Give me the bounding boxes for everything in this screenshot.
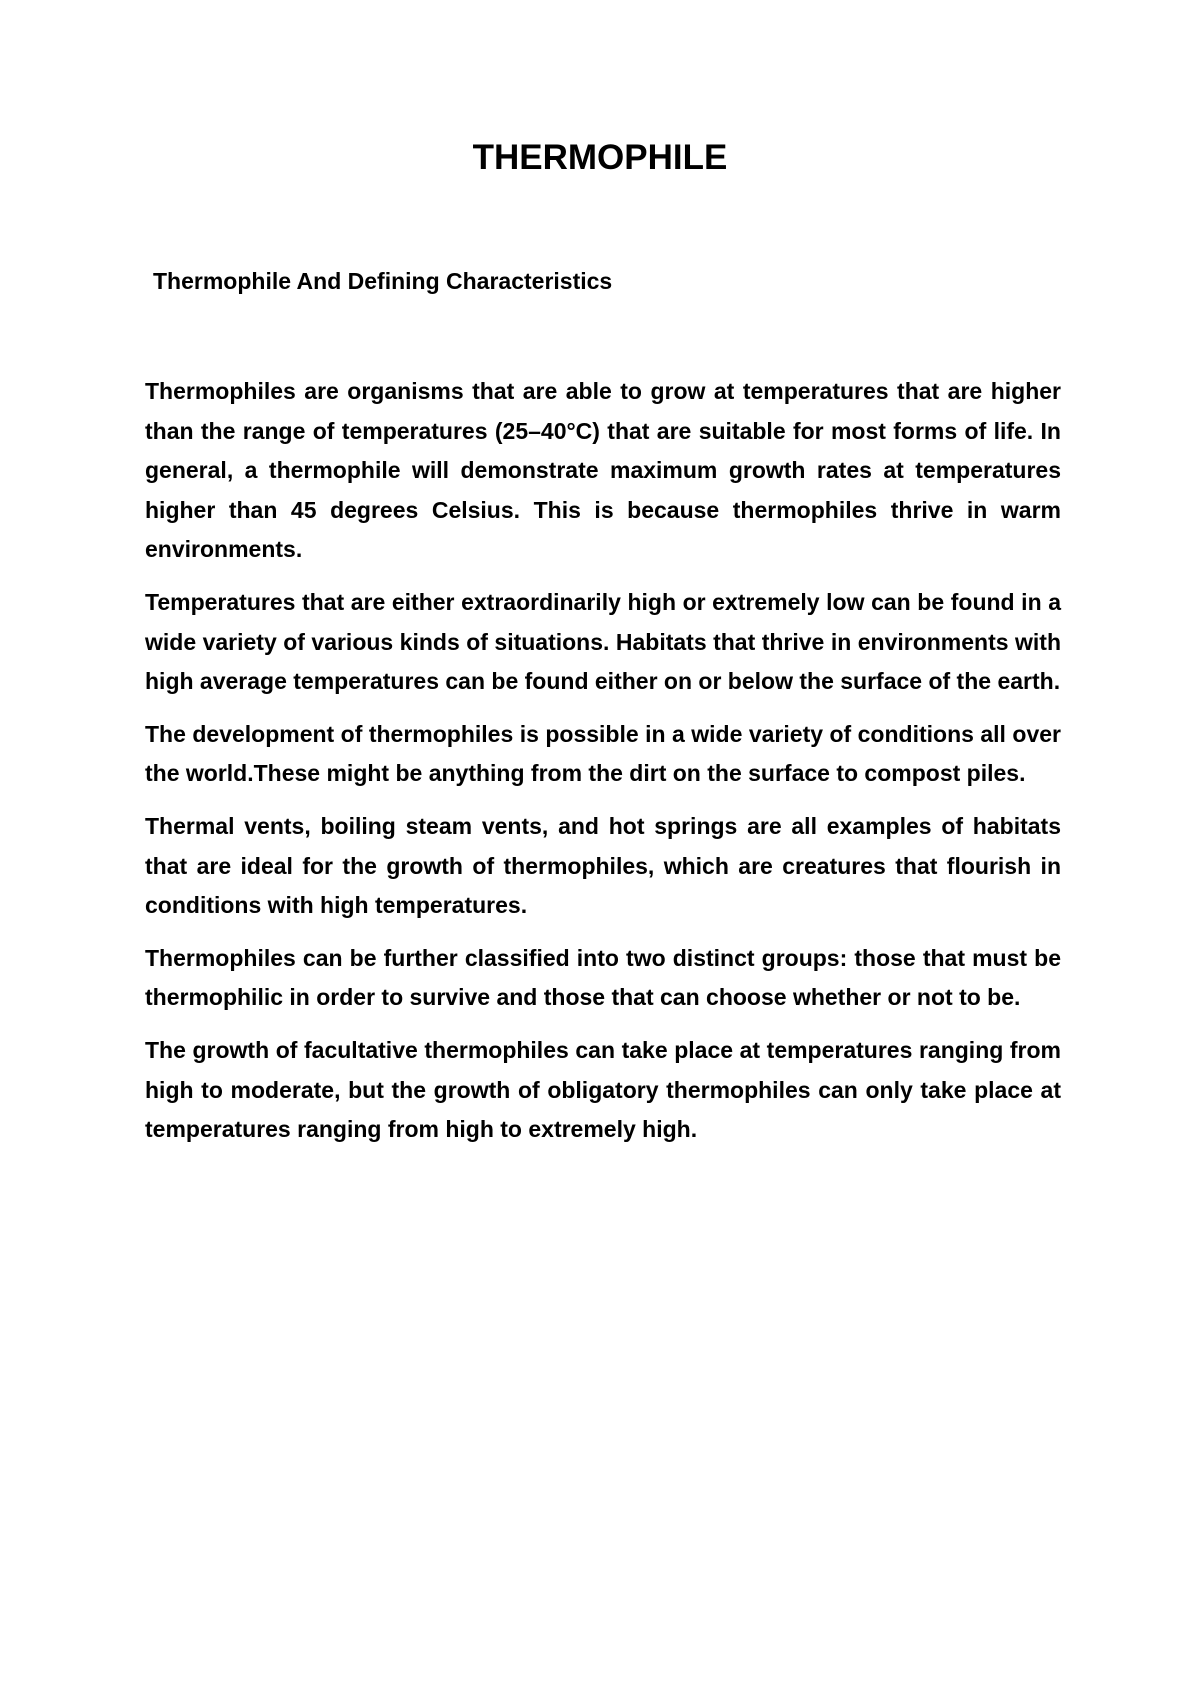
- paragraph: Thermophiles can be further classified into two distinct groups: those that must be thermophilic in order to survive and those that can choose whether or not to be.: [145, 944, 1061, 1011]
- document-subtitle: Thermophile And Defining Characteristics: [153, 268, 613, 294]
- document-title: THERMOPHILE: [472, 138, 728, 177]
- paragraph: Thermal vents, boiling steam vents, and hot springs are all examples of habitats that are ideal for the growth of thermophiles, which are creatures that flourish in conditions with high temperatures.: [145, 812, 1061, 919]
- document-body: [145, 372, 1061, 1163]
- paragraph: Temperatures that are either extraordinarily high or extremely low can be found in a wide variety of various kinds of situations. Habitats that thrive in environments with high average temperatures can be found either on or below the surface of the earth.: [145, 588, 1061, 695]
- paragraph: The development of thermophiles is possible in a wide variety of conditions all over the world.These might be anything from the dirt on the surface to compost piles.: [145, 720, 1061, 787]
- paragraph: Thermophiles are organisms that are able to grow at temperatures that are higher than the range of temperatures (25–40°C) that are suitable for most forms of life. In general, a thermophile will demonstrate maximum growth rates at temperatures higher than 45 degrees Celsius. This is because thermophiles thrive in warm environments.: [145, 378, 1061, 563]
- paragraph: The growth of facultative thermophiles can take place at temperatures ranging from high to moderate, but the growth of obligatory thermophiles can only take place at temperatures ranging from high to extremely high.: [145, 1036, 1061, 1143]
